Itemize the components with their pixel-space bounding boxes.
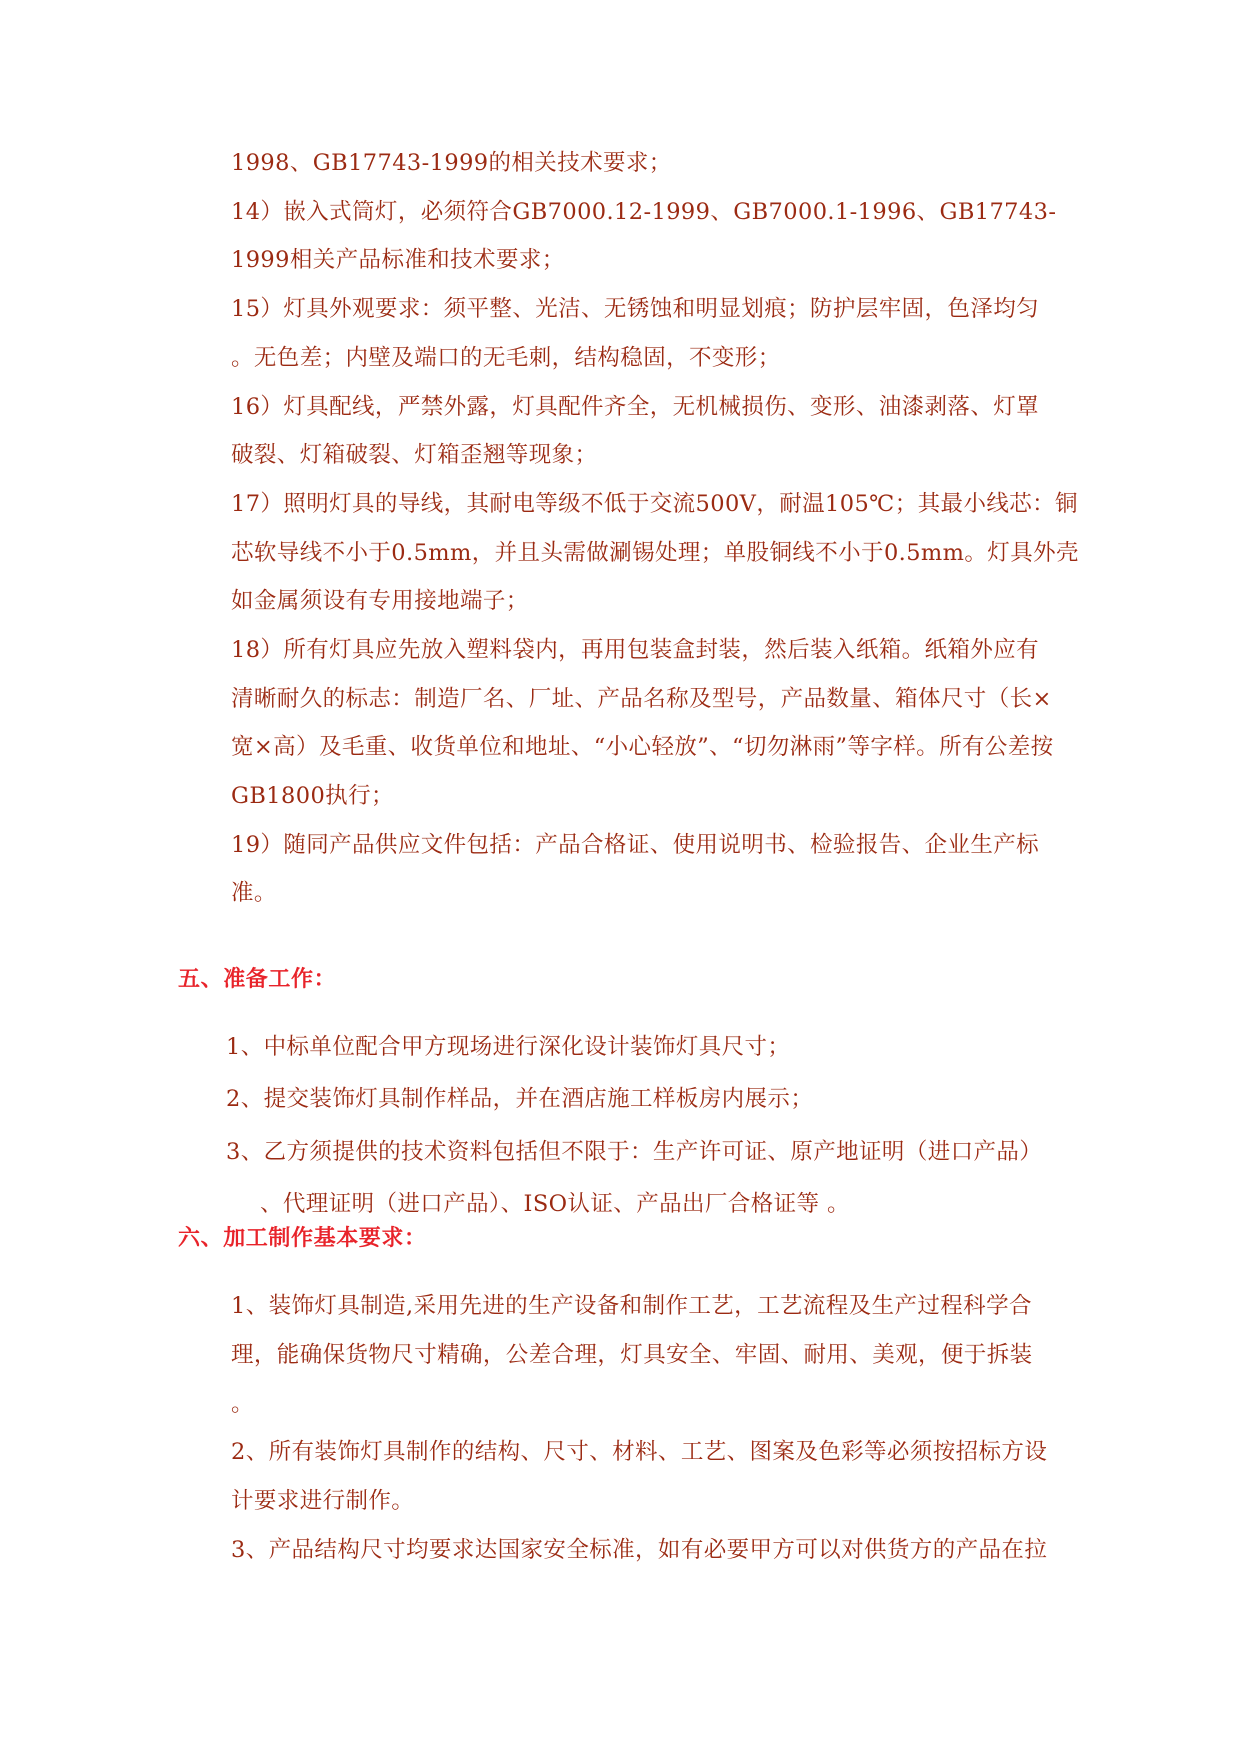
spec-line: GB1800执行； bbox=[231, 783, 394, 809]
spec-line: 19）随同产品供应文件包括：产品合格证、使用说明书、检验报告、企业生产标 bbox=[231, 832, 1040, 858]
spec-line: 1999相关产品标准和技术要求； bbox=[231, 247, 565, 273]
section6-line: 理，能确保货物尺寸精确，公差合理，灯具安全、牢固、耐用、美观，便于拆装 bbox=[231, 1342, 1033, 1368]
section5-line: 3、乙方须提供的技术资料包括但不限于：生产许可证、原产地证明（进口产品） bbox=[226, 1139, 1043, 1165]
spec-line: 15）灯具外观要求：须平整、光洁、无锈蚀和明显划痕；防护层牢固，色泽均匀 bbox=[231, 296, 1040, 322]
section6-line: 3、产品结构尺寸均要求达国家安全标准，如有必要甲方可以对供货方的产品在拉 bbox=[231, 1537, 1048, 1563]
section6-line: 2、所有装饰灯具制作的结构、尺寸、材料、工艺、图案及色彩等必须按招标方设 bbox=[231, 1439, 1048, 1465]
section5-line: 1、中标单位配合甲方现场进行深化设计装饰灯具尺寸； bbox=[226, 1034, 791, 1060]
section6-line: 计要求进行制作。 bbox=[231, 1488, 415, 1514]
spec-line: 清晰耐久的标志：制造厂名、厂址、产品名称及型号，产品数量、箱体尺寸（长× bbox=[231, 686, 1052, 712]
spec-line: 16）灯具配线，严禁外露，灯具配件齐全，无机械损伤、变形、油漆剥落、灯罩 bbox=[231, 394, 1040, 420]
section5-line: 、代理证明（进口产品）、ISO认证、产品出厂合格证等 。 bbox=[260, 1191, 850, 1217]
spec-line: 芯软导线不小于0.5mm，并且头需做涮锡处理；单股铜线不小于0.5mm。灯具外壳 bbox=[231, 540, 1079, 566]
section6-line: 。 bbox=[231, 1391, 254, 1417]
spec-line: 14）嵌入式筒灯，必须符合GB7000.12-1999、GB7000.1-1996、GB17743- bbox=[231, 199, 1057, 225]
spec-line: 破裂、灯箱破裂、灯箱歪翘等现象； bbox=[231, 442, 598, 468]
section-heading-preparation: 五、准备工作： bbox=[178, 966, 337, 992]
spec-line: 如金属须设有专用接地端子； bbox=[231, 588, 529, 614]
spec-line: 。无色差；内壁及端口的无毛刺，结构稳固，不变形； bbox=[231, 345, 781, 371]
section5-line: 2、提交装饰灯具制作样品，并在酒店施工样板房内展示； bbox=[226, 1086, 814, 1112]
spec-line: 17）照明灯具的导线，其耐电等级不低于交流500V，耐温105℃；其最小线芯：铜 bbox=[231, 491, 1078, 517]
spec-line: 1998、GB17743-1999的相关技术要求； bbox=[231, 150, 672, 176]
spec-line: 宽×高）及毛重、收货单位和地址、“小心轻放”、“切勿淋雨”等字样。所有公差按 bbox=[231, 734, 1054, 760]
spec-line: 18）所有灯具应先放入塑料袋内，再用包装盒封装，然后装入纸箱。纸箱外应有 bbox=[231, 637, 1040, 663]
section-heading-manufacturing: 六、加工制作基本要求： bbox=[178, 1225, 427, 1251]
spec-line: 准。 bbox=[231, 880, 277, 906]
section6-line: 1、装饰灯具制造,采用先进的生产设备和制作工艺，工艺流程及生产过程科学合 bbox=[231, 1293, 1032, 1319]
